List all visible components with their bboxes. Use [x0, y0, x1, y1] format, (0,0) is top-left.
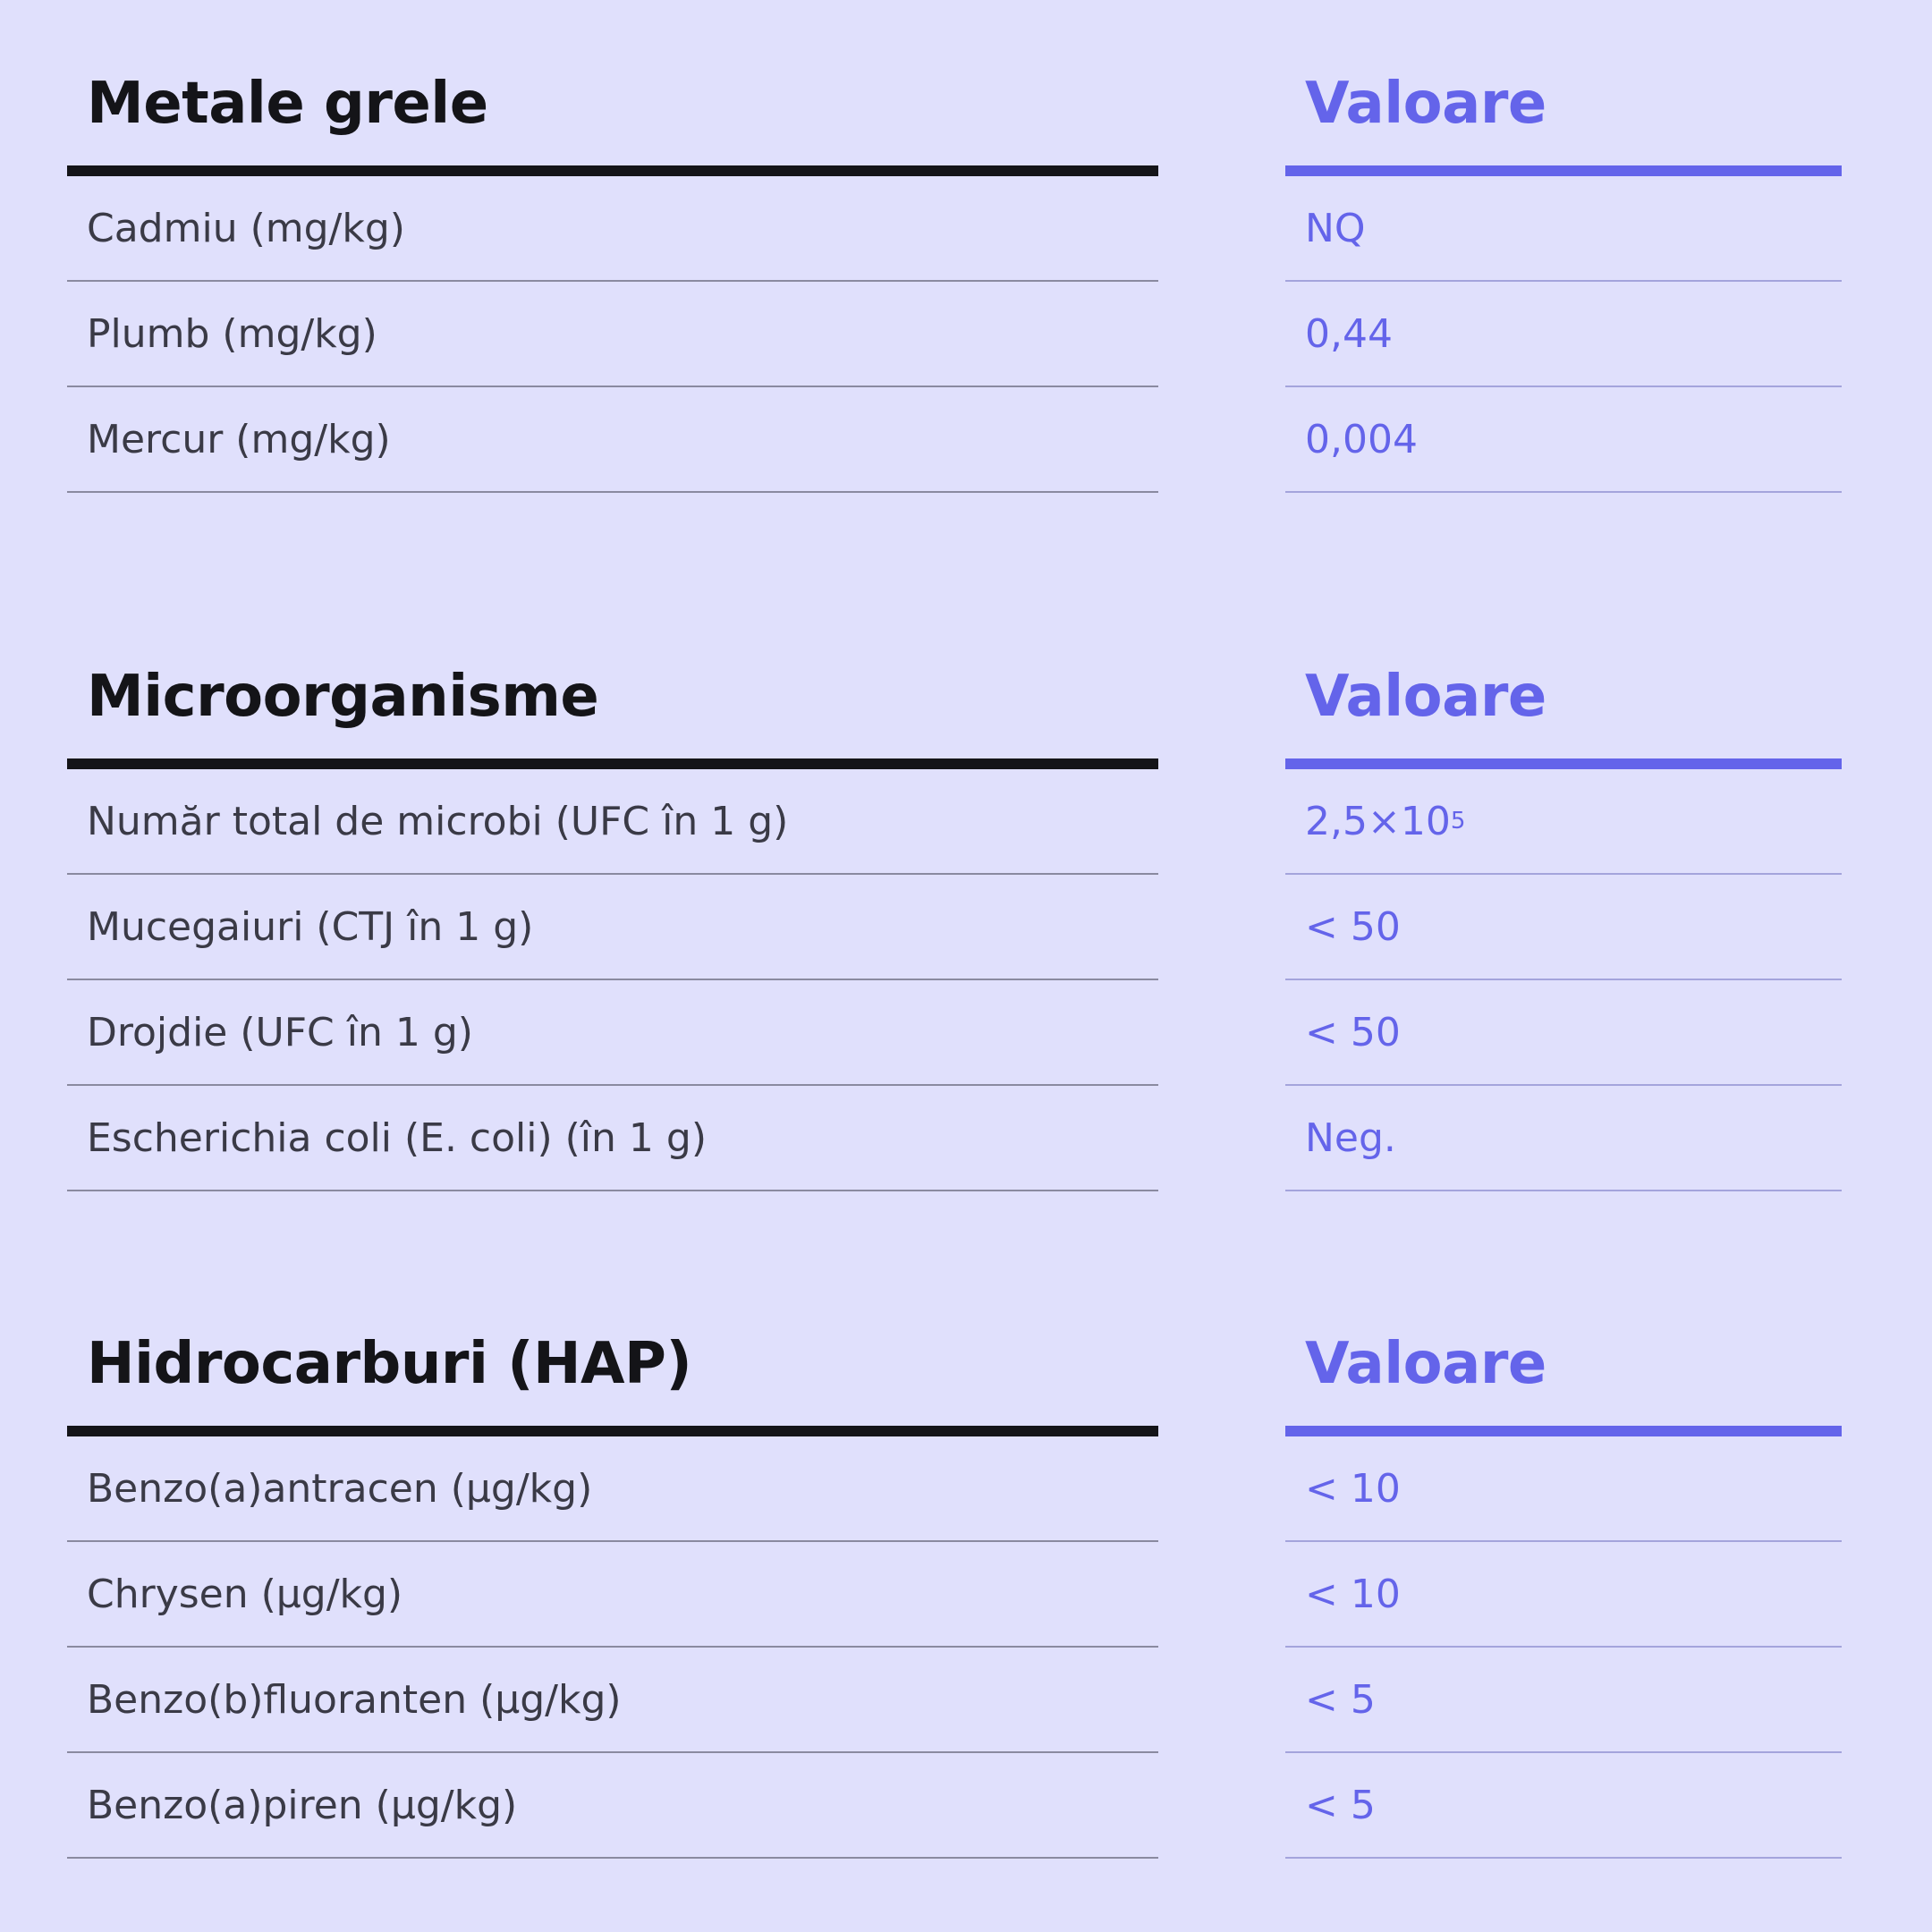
row-label: Benzo(a)antracen (µg/kg) — [87, 1465, 593, 1512]
row-value: < 50 — [1305, 903, 1401, 950]
row-label: Benzo(b)fluoranten (µg/kg) — [87, 1676, 622, 1723]
value-column — [1285, 58, 1842, 493]
row-value: 0,44 — [1305, 310, 1393, 357]
table-row — [1285, 980, 1842, 1086]
row-value: < 5 — [1305, 1782, 1376, 1828]
table-row — [67, 282, 1158, 387]
table-row — [67, 1086, 1158, 1191]
value-header-title: Valoare — [1305, 71, 1546, 137]
label-column — [67, 651, 1158, 1191]
table-row — [67, 176, 1158, 282]
table-row — [1285, 1542, 1842, 1648]
table-row — [1285, 387, 1842, 493]
table-row — [67, 1753, 1158, 1859]
row-label: Chrysen (µg/kg) — [87, 1571, 403, 1617]
row-label: Mucegaiuri (CTJ în 1 g) — [87, 903, 534, 950]
row-value: NQ — [1305, 205, 1366, 251]
row-value: < 10 — [1305, 1571, 1401, 1617]
table-row — [1285, 875, 1842, 980]
value-column — [1285, 651, 1842, 1191]
table-row — [67, 1648, 1158, 1753]
row-label: Cadmiu (mg/kg) — [87, 205, 405, 251]
table-row — [1285, 176, 1842, 282]
table-row — [67, 769, 1158, 875]
table-row — [67, 980, 1158, 1086]
row-value: < 5 — [1305, 1676, 1376, 1723]
value-base: 2,5×10 — [1305, 798, 1451, 844]
value-header-title: Valoare — [1305, 1331, 1546, 1397]
table-row — [67, 387, 1158, 493]
value-header-title: Valoare — [1305, 664, 1546, 730]
value-header — [1285, 58, 1842, 176]
row-label: Drojdie (UFC în 1 g) — [87, 1009, 473, 1055]
value-column — [1285, 1318, 1842, 1859]
section-header — [67, 58, 1158, 176]
value-header — [1285, 1318, 1842, 1436]
row-value: < 10 — [1305, 1465, 1401, 1512]
row-value: < 50 — [1305, 1009, 1401, 1055]
table-row — [1285, 769, 1842, 875]
row-value: 2,5×10 5 — [1305, 798, 1466, 844]
row-value: Neg. — [1305, 1114, 1396, 1161]
table-row — [1285, 282, 1842, 387]
row-label: Escherichia coli (E. coli) (în 1 g) — [87, 1114, 707, 1161]
value-header — [1285, 651, 1842, 769]
table-row — [67, 1436, 1158, 1542]
table-row — [67, 1542, 1158, 1648]
section-header — [67, 651, 1158, 769]
table-row — [1285, 1648, 1842, 1753]
table-row — [1285, 1753, 1842, 1859]
row-label: Număr total de microbi (UFC în 1 g) — [87, 798, 789, 844]
label-column — [67, 1318, 1158, 1859]
section-title: Hidrocarburi (HAP) — [87, 1331, 692, 1397]
table-row — [1285, 1436, 1842, 1542]
table-row — [67, 875, 1158, 980]
row-label: Benzo(a)piren (µg/kg) — [87, 1782, 518, 1828]
section-title: Microorganisme — [87, 664, 599, 730]
row-label: Plumb (mg/kg) — [87, 310, 377, 357]
row-label: Mercur (mg/kg) — [87, 416, 391, 462]
table-row — [1285, 1086, 1842, 1191]
row-value: 0,004 — [1305, 416, 1418, 462]
section-title: Metale grele — [87, 71, 488, 137]
label-column — [67, 58, 1158, 493]
section-header — [67, 1318, 1158, 1436]
